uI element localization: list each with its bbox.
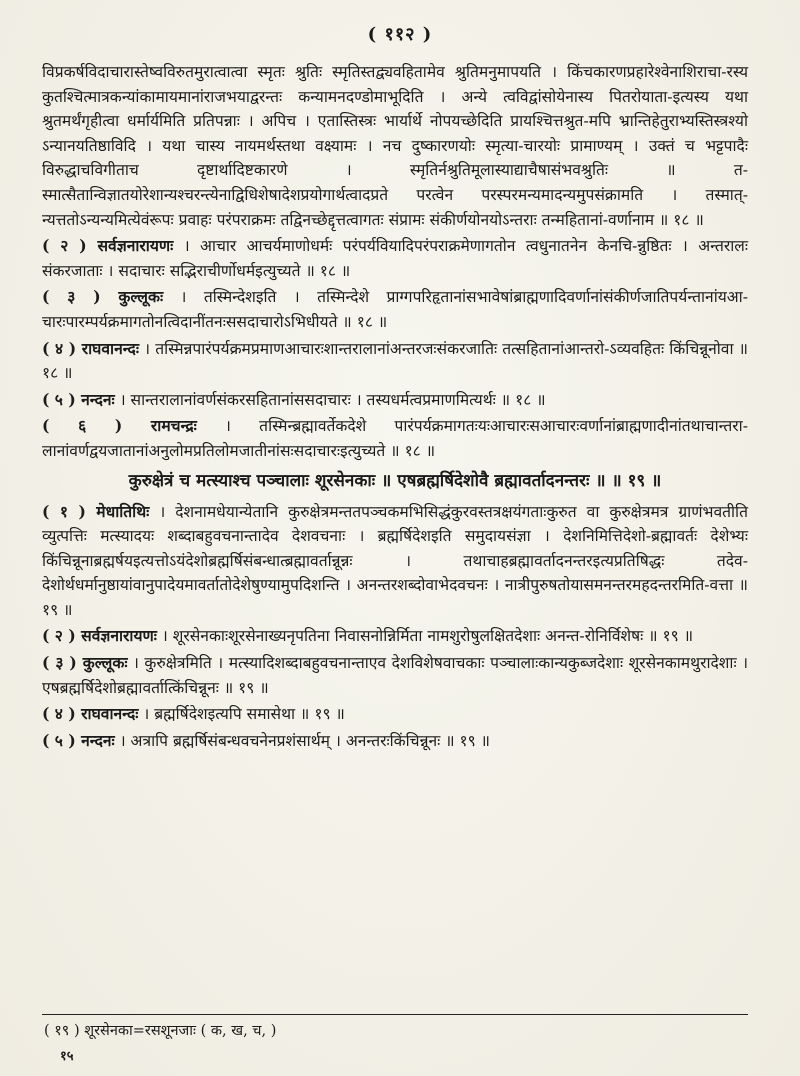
footnote: ( १९ ) शूरसेनका=रसशूनजाः ( क, ख, च, ) bbox=[44, 1023, 277, 1039]
commentator-label: ( २ ) सर्वज्ञनारायणः bbox=[42, 626, 157, 646]
paragraph-text: । देशनामधेयान्येतानि कुरुक्षेत्रमन्ततपञ्चकमभिसिद्धंकुरवस्तत्रक्षयंगताःकुरुत वा कुरुक्षेत्रमत्र ग्राणंभवतीति व्युत्पत्तिः मत्स्यादयः शब्दाबहुवचनान्तादेव देशवचनाः । ब्रह्मर्षिदेशइति समुदायसंज्ञा । देशनिमित्तिदेशो-ब्रह्मावर्तः देशेभ्यः किंचिन्नूनाब्रह्मर्षयइत्यत्तोऽयंदेशोब्रह्मर्षिसंबन्धात्ब्रह्मावर्तान्नून्नः । तथाचाहब्रह्मावर्तादनन्तरइत्यप्रतिषिद्धः तदेव-देशोर्थधर्मानुष्ठायांवानुपादेयमावर्तातोदेशेषुण्यामुपदिशन्ति । अनन्तरशब्दोवाभेदवचनः । नात्रीपुरुषतोयासमनन्तरमहदन्तरमिति-वत्ता ॥ १९ ॥ bbox=[42, 502, 748, 619]
paragraph-text: । कुरुक्षेत्रमिति । मत्स्यादिशब्दाबहुवचनान्ताएव देशविशेषवाचकाः पञ्चालाःकान्यकुब्जदेशाः शूरसेनकामथुरादेशाः । एषब्रह्मर्षिदेशोब्रह्मावर्तात्किंचिन्नूनः ॥ १९ ॥ bbox=[42, 654, 748, 697]
commentary-paragraph bbox=[42, 624, 748, 649]
paragraph-text: । अत्रापि ब्रह्मर्षिसंबन्धवचनेनप्रशंसार्थम् । अनन्तरःकिंचिन्नूनः ॥ १९ ॥ bbox=[119, 731, 491, 750]
commentator-label: ( ३ ) कुल्लूकः bbox=[42, 287, 164, 307]
paragraph-text: । आचार आचर्यमाणोधर्मः परंपर्यवियादिपरंपराक्रमेणागतोन त्वधुनातनेन केनचि-न्नुष्ठितः । अन्तरालः संकरजाताः । सदाचारः सद्भिराचीर्णोधर्मइत्युच्यते ॥ १८ ॥ bbox=[42, 237, 748, 280]
paragraph-text: । शूरसेनकाःशूरसेनाख्यनृपतिना निवासनोन्निर्मिता नामशुरोषुलक्षितदेशाः अनन्त-रोनिर्विशेषः ॥ १९ ॥ bbox=[161, 627, 694, 646]
commentator-label: ( ५ ) नन्दनः bbox=[42, 730, 115, 750]
commentator-label: ( २ ) सर्वज्ञनारायणः bbox=[42, 236, 174, 256]
commentator-label: ( ३ ) कुल्लूकः bbox=[42, 653, 128, 673]
footnote-divider bbox=[42, 1014, 748, 1015]
commentator-label: ( ४ ) राघवानन्दः bbox=[42, 704, 139, 724]
paragraph-text: विप्रकर्षविदाचारास्तेष्वविरुतमुरात्वात्वा स्मृतः श्रुतिः स्मृतिस्तद्व्यवहितामेव श्रुतिमनुमापयति । किंचकारणप्रहारेश्वेनाशिराचा-रस्य कुतश्चित्मात्रकन्यांकामायमानांराजभयाद्वरन्तः कन्यामनदण्डोमाभूदिति । अन्ये त्वविद्वांसोयेनास्य पितरोयाता-इत्यस्य यथा श्रुतमर्थंगृहीत्वा धर्मार्यमिति प्रतिपन्नाः । अपिच । एतास्तिस्त्रः भार्यार्थे नोपयच्छेदिति प्रायश्चित्तश्रुत-मपि भ्रान्तिहेतुराभ्यस्तिस्त्रश्यो ऽन्यानयतिष्ठाविदि । यथा चास्य नायमर्थस्तथा वक्ष्यामः । नच दुष्कारणयोः स्मृत्या-चारयोः प्रामाण्यम् । उक्तं च भट्टपादैः विरुद्धाचविगीताच दृष्टार्थादिष्टकारणे । स्मृतिर्नश्रुतिमूलास्याद्याचैषासंभवश्रुतिः ॥ त-स्मात्सैतान्विज्ञातयोरेशान्यश्चरन्त्येनाद्विधिशेषादेशप्रयोगार्थत्वादप्रते परत्वेन परस्परमन्यमादन्यमुपसंक्रामति । तस्मात्-न्यत्ततोऽन्यन्यमित्येवंरूपः प्रवाहः परंपराक्रमः तद्विनच्छेद्दृत्तत्वागतः संप्रामः संकीर्णयोनयोऽन्तराः तन्महितानां-वर्णानाम ॥ १८ ॥ bbox=[42, 63, 748, 229]
commentator-label: ( १ ) मेधातिथिः bbox=[42, 501, 150, 521]
commentary-paragraph bbox=[42, 651, 748, 700]
commentary-paragraph bbox=[42, 500, 748, 623]
paragraph-text: । तस्मिन्ब्रह्मावर्तेकदेशे पारंपर्यक्रमागतःयःआचारःसआचारःवर्णानांब्राह्मणादीनांतथाचान्तरा-लानांवर्णद्वयजातानांअनुलोमप्रतिलोमजातीनांसःसदाचारःइत्युच्यते ॥ १८ ॥ bbox=[42, 417, 748, 460]
commentary-paragraph bbox=[42, 60, 748, 232]
paragraph-text: । सान्तरालानांवर्णसंकरसहितानांससदाचारः । तस्यधर्मत्वप्रमाणमित्यर्थः ॥ १८ ॥ bbox=[119, 390, 546, 409]
commentary-paragraph bbox=[42, 337, 748, 386]
commentary-paragraph bbox=[42, 388, 748, 413]
paragraph-text: । तस्मिन्नपारंपर्यक्रमप्रमाणआचारःशान्तरालानांअन्तरजःसंकरजातिः तत्सहितानांआन्तरो-ऽव्यवहितः किंचिन्नूनोवा ॥१८ ॥ bbox=[42, 339, 748, 383]
commentary-paragraph bbox=[42, 414, 748, 463]
signature-mark: १५ bbox=[60, 1049, 74, 1064]
commentator-label: ( ६ ) रामचन्द्रः bbox=[42, 416, 197, 436]
commentator-label: ( ४ ) राघवानन्दः bbox=[42, 338, 139, 358]
commentary-paragraph bbox=[42, 234, 748, 283]
paragraph-text: । तस्मिन्देशइति । तस्मिन्देशे प्राग्गपरिहृतानांसभावेषांब्राह्मणादिवर्णानांसंकीर्णजातिपर्यन्तानांयआ-चारःपारम्पर्यक्रमागतोनत्विदानींतनःससदाचारोऽभिधीयते ॥ १८ ॥ bbox=[42, 288, 748, 331]
commentary-body bbox=[42, 60, 748, 755]
commentary-paragraph bbox=[42, 729, 748, 754]
verse-heading: कुरुक्षेत्रं च मत्स्याश्च पञ्चालाः शूरसेनकाः ॥ एषब्रह्मर्षिदेशोवै ब्रह्मावर्तादनन्तरः ॥ ॥ १९ ॥ bbox=[128, 470, 662, 491]
page-number: ( ११२ ) bbox=[367, 24, 433, 45]
paragraph-text: । ब्रह्मर्षिदेशइत्यपि समासेथा ॥ १९ ॥ bbox=[143, 705, 345, 724]
commentator-label: ( ५ ) नन्दनः bbox=[42, 389, 115, 409]
commentary-paragraph bbox=[42, 702, 748, 727]
commentary-paragraph bbox=[42, 285, 748, 334]
